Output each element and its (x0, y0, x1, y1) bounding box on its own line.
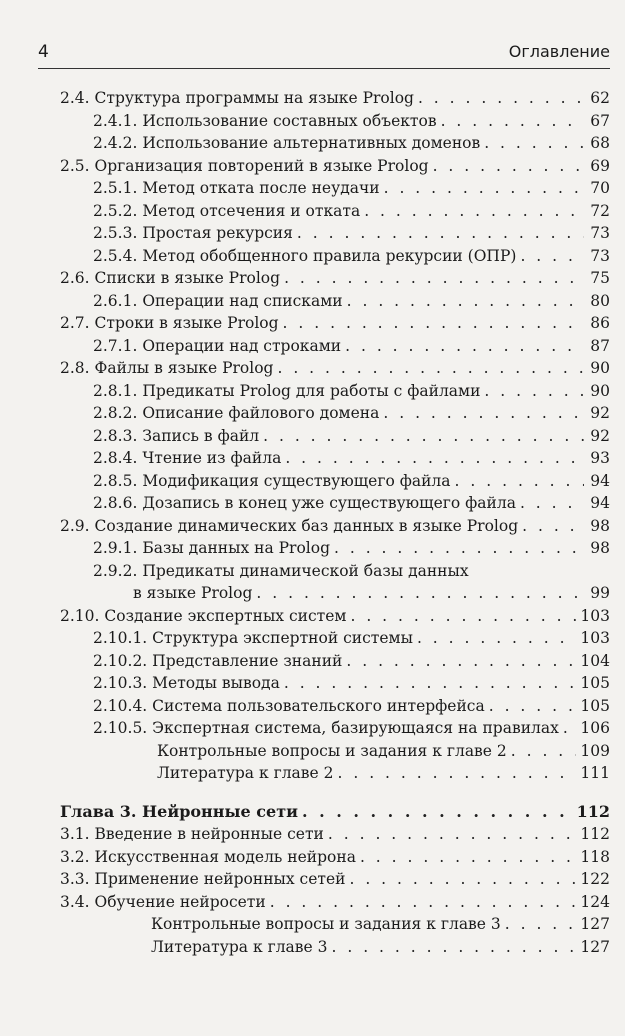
toc-entry-title: Методы вывода (152, 674, 280, 692)
toc-entry-label (60, 891, 266, 914)
toc-entry-label (93, 335, 341, 358)
toc-entry (0, 913, 610, 936)
toc-entry-number: 2.4. (60, 89, 90, 107)
page-header (38, 40, 610, 69)
toc-entry-page: 75 (590, 269, 610, 287)
toc-entry-page: 112 (580, 825, 610, 843)
toc-entry (0, 891, 610, 914)
toc-entry-label (93, 110, 437, 133)
toc-entry (0, 87, 610, 110)
toc-entry-title: Метод отсечения и отката (142, 201, 361, 220)
toc-entry-label (93, 560, 469, 583)
toc-entry-number: 2.8.4. (93, 449, 138, 467)
toc-entry-number: 2.7.1. (93, 336, 138, 355)
toc-entry-title: Литература к главе 2 (157, 764, 334, 782)
toc-entry-title: Описание файлового домена (142, 404, 380, 422)
toc-entry-label (60, 801, 298, 824)
toc-entry (0, 312, 610, 335)
toc-entry-page: 94 (590, 494, 610, 512)
toc-entry (0, 560, 610, 583)
toc-entry-number: 2.5.3. (93, 224, 138, 242)
toc-entry-page: 69 (590, 156, 610, 175)
toc-entry-title: Контрольные вопросы и задания к главе 2 (157, 741, 507, 760)
toc-entry-number: 2.10.2. (93, 651, 148, 670)
dot-leader (328, 823, 577, 846)
toc-entry-title: Введение в нейронные сети (94, 825, 324, 843)
toc-entry (0, 245, 610, 268)
toc-entry-number: 2.10.5. (93, 719, 148, 737)
toc-entry-page: 90 (590, 359, 610, 377)
dot-leader (364, 200, 584, 223)
dot-leader (511, 740, 577, 763)
dot-leader (284, 267, 584, 290)
toc-entry-label (133, 582, 252, 605)
toc-entry-title: Создание экспертных систем (104, 606, 347, 625)
dot-leader (283, 312, 584, 335)
toc-entry (0, 200, 610, 223)
toc-entry-page: 86 (590, 314, 610, 332)
toc-entry-number: 2.9. (60, 516, 90, 535)
section-title: Оглавление (508, 42, 610, 61)
dot-leader (384, 177, 584, 200)
dot-leader (418, 87, 584, 110)
toc-entry (0, 447, 610, 470)
toc-entry-page: 127 (580, 937, 610, 956)
toc-entry-page: 62 (590, 89, 610, 107)
toc-entry (0, 357, 610, 380)
toc-entry-title: Базы данных на Prolog (142, 539, 330, 557)
toc-entry-label (60, 823, 324, 846)
toc-entry-title: в языке Prolog (133, 584, 253, 602)
toc-entry-number: 2.5.2. (93, 201, 138, 220)
dot-leader (346, 650, 576, 673)
toc-entry-number: 2.5.4. (93, 246, 138, 265)
toc-entry-page: 92 (590, 426, 610, 445)
dot-leader (350, 605, 576, 628)
toc-entry-page: 98 (590, 539, 610, 557)
toc-entry-page: 106 (580, 719, 610, 737)
dot-leader (489, 695, 577, 718)
toc-entry-number: Глава 3. (60, 801, 137, 821)
toc-entry-number: 2.8.5. (93, 471, 138, 490)
toc-entry-label (60, 846, 356, 869)
dot-leader (520, 492, 584, 515)
toc-entry-page: 72 (590, 201, 610, 220)
toc-entry-label (93, 200, 360, 223)
toc-entry-label (60, 357, 273, 380)
toc-entry-page: 70 (590, 179, 610, 197)
toc-entry-label (93, 537, 330, 560)
toc-entry-label (93, 650, 342, 673)
toc-entry-page: 93 (590, 449, 610, 467)
dot-leader (522, 515, 584, 538)
toc-entry (0, 740, 610, 763)
dot-leader (484, 132, 584, 155)
toc-entry (0, 936, 610, 959)
toc-entry-page: 103 (580, 606, 610, 625)
toc-entry-page: 109 (580, 741, 610, 760)
toc-entry-label (60, 87, 414, 110)
dot-leader (349, 868, 576, 891)
dot-leader (347, 290, 584, 313)
dot-leader (277, 357, 584, 380)
toc-entry-number: 3.2. (60, 847, 90, 866)
dot-leader (270, 891, 577, 914)
toc-entry (0, 823, 610, 846)
toc-entry-page: 87 (590, 336, 610, 355)
toc-entry-number: 2.4.2. (93, 134, 138, 152)
toc-entry-label (93, 672, 280, 695)
toc-entry-number: 2.8.3. (93, 426, 138, 445)
toc-entry-title: Модификация существующего файла (142, 471, 451, 490)
toc-entry-title: Дозапись в конец уже существующего файла (142, 494, 516, 512)
toc-entry-label (60, 155, 429, 178)
toc-entry-number: 2.6.1. (93, 291, 138, 310)
toc-entry-label (93, 380, 480, 403)
toc-entry-title: Запись в файл (142, 426, 260, 445)
toc-entry-label (93, 470, 451, 493)
toc-entry (0, 267, 610, 290)
toc-entry (0, 846, 610, 869)
toc-entry-number: 2.8.6. (93, 494, 138, 512)
dot-leader (563, 717, 577, 740)
toc-entry-label (151, 936, 327, 959)
toc-entry (0, 627, 610, 650)
toc-entry (0, 425, 610, 448)
dot-leader (263, 425, 584, 448)
toc-entry (0, 470, 610, 493)
dot-leader (256, 582, 584, 605)
toc-entry-title: Нейронные сети (142, 801, 298, 821)
toc-entry-title: Предикаты динамической базы данных (142, 561, 469, 580)
toc-entry-page: 99 (590, 584, 610, 602)
toc-entry-page: 112 (576, 801, 610, 821)
toc-entry-title: Строки в языке Prolog (94, 314, 279, 332)
toc-entry-page: 127 (580, 915, 610, 933)
toc-entry (0, 537, 610, 560)
toc-entry-number: 2.8.2. (93, 404, 138, 422)
toc-entry (0, 290, 610, 313)
toc-entry-title: Искусственная модель нейрона (94, 847, 356, 866)
dot-leader (433, 155, 584, 178)
dot-leader (284, 672, 577, 695)
toc-entry-label (93, 245, 516, 268)
toc-entry-label (60, 515, 518, 538)
dot-leader (383, 402, 584, 425)
toc-entry-title: Создание динамических баз данных в языке Prolog (94, 516, 519, 535)
toc-entry-title: Использование альтернативных доменов (142, 134, 481, 152)
toc-entry-title: Чтение из файла (142, 449, 282, 467)
toc-entry-number: 2.10.4. (93, 696, 148, 715)
dot-leader (484, 380, 584, 403)
toc-entry (0, 717, 610, 740)
toc-entry-page: 111 (580, 764, 610, 782)
toc-entry-label (151, 913, 501, 936)
toc-entry-number: 3.4. (60, 892, 90, 911)
toc-entry (0, 177, 610, 200)
toc-entry-label (93, 492, 516, 515)
toc-entry-title: Операции над списками (142, 291, 343, 310)
toc-entry-number: 2.6. (60, 269, 90, 287)
toc-entry-title: Структура программы на языке Prolog (94, 89, 414, 107)
toc-entry-label (93, 717, 559, 740)
toc-entry-page: 122 (580, 870, 610, 888)
toc-entry-number: 2.4.1. (93, 111, 138, 130)
toc-entry (0, 801, 610, 824)
toc-entry-label (60, 312, 279, 335)
dot-leader (441, 110, 584, 133)
toc-entry-title: Применение нейронных сетей (94, 870, 346, 888)
toc-entry-title: Простая рекурсия (142, 224, 293, 242)
toc-entry-page: 73 (590, 246, 610, 265)
dot-leader (302, 801, 573, 824)
page-number: 4 (38, 42, 49, 62)
toc-entry (0, 110, 610, 133)
table-of-contents (0, 87, 625, 958)
toc-entry-number: 2.5. (60, 156, 90, 175)
toc-entry-label (60, 868, 345, 891)
dot-leader (417, 627, 576, 650)
toc-entry-page: 124 (580, 892, 610, 911)
toc-entry (0, 582, 610, 605)
dot-leader (505, 913, 577, 936)
toc-entry-title: Обучение нейросети (94, 892, 266, 911)
toc-entry (0, 132, 610, 155)
toc-entry-label (157, 740, 507, 763)
toc-entry-page: 80 (590, 291, 610, 310)
toc-entry-title: Контрольные вопросы и задания к главе 3 (151, 915, 501, 933)
toc-entry-page: 105 (580, 674, 610, 692)
toc-entry-number: 2.8.1. (93, 381, 138, 400)
toc-entry-title: Метод обобщенного правила рекурсии (ОПР) (142, 246, 517, 265)
toc-entry-title: Организация повторений в языке Prolog (94, 156, 429, 175)
toc-entry-page: 67 (590, 111, 610, 130)
toc-entry-title: Структура экспертной системы (152, 629, 413, 647)
toc-entry-number: 3.1. (60, 825, 90, 843)
toc-entry-label (93, 222, 293, 245)
dot-leader (285, 447, 584, 470)
toc-entry (0, 155, 610, 178)
dot-leader (297, 222, 584, 245)
toc-entry-number: 2.9.2. (93, 561, 138, 580)
dot-leader (345, 335, 584, 358)
dot-leader (334, 537, 584, 560)
toc-entry-number: 2.8. (60, 359, 90, 377)
toc-entry-number: 3.3. (60, 870, 90, 888)
dot-leader (337, 762, 576, 785)
toc-entry-page: 104 (580, 651, 610, 670)
toc-entry (0, 695, 610, 718)
toc-entry-label (93, 402, 379, 425)
toc-entry-page: 90 (590, 381, 610, 400)
toc-entry-page: 103 (580, 629, 610, 647)
toc-entry (0, 762, 610, 785)
dot-leader (455, 470, 584, 493)
toc-entry-page: 94 (590, 471, 610, 490)
toc-entry (0, 650, 610, 673)
dot-leader (331, 936, 576, 959)
toc-entry-title: Операции над строками (142, 336, 342, 355)
toc-entry-label (93, 627, 413, 650)
toc-entry-page: 118 (580, 847, 610, 866)
toc-entry-title: Предикаты Prolog для работы с файлами (142, 381, 481, 400)
toc-entry-page: 105 (580, 696, 610, 715)
toc-entry (0, 605, 610, 628)
toc-entry-number: 2.10. (60, 606, 100, 625)
toc-entry-label (93, 425, 259, 448)
toc-entry-page: 73 (590, 224, 610, 242)
toc-entry-title: Использование составных объектов (142, 111, 437, 130)
toc-entry-title: Списки в языке Prolog (94, 269, 281, 287)
toc-entry-title: Литература к главе 3 (151, 937, 328, 956)
toc-entry-number: 2.5.1. (93, 179, 138, 197)
toc-entry (0, 492, 610, 515)
toc-entry-label (93, 447, 281, 470)
toc-entry-number: 2.7. (60, 314, 90, 332)
toc-entry-label (60, 605, 346, 628)
toc-entry-number: 2.9.1. (93, 539, 138, 557)
toc-entry-label (60, 267, 280, 290)
toc-entry-title: Файлы в языке Prolog (94, 359, 274, 377)
toc-entry-title: Представление знаний (152, 651, 343, 670)
toc-entry-number: 2.10.1. (93, 629, 148, 647)
toc-entry (0, 402, 610, 425)
toc-entry-label (93, 695, 485, 718)
toc-entry-label (93, 290, 343, 313)
toc-entry (0, 335, 610, 358)
dot-leader (360, 846, 576, 869)
toc-entry-label (157, 762, 333, 785)
dot-leader (520, 245, 584, 268)
toc-entry (0, 380, 610, 403)
toc-entry-title: Экспертная система, базирующаяся на правилах (152, 719, 559, 737)
toc-entry-page: 68 (590, 134, 610, 152)
toc-entry (0, 868, 610, 891)
toc-entry (0, 515, 610, 538)
toc-entry-page: 92 (590, 404, 610, 422)
toc-entry-page: 98 (590, 516, 610, 535)
toc-entry (0, 672, 610, 695)
toc-entry-title: Метод отката после неудачи (142, 179, 380, 197)
toc-entry-label (93, 132, 480, 155)
toc-entry-number: 2.10.3. (93, 674, 148, 692)
toc-entry-title: Система пользовательского интерфейса (152, 696, 485, 715)
toc-entry-label (93, 177, 380, 200)
toc-entry (0, 222, 610, 245)
